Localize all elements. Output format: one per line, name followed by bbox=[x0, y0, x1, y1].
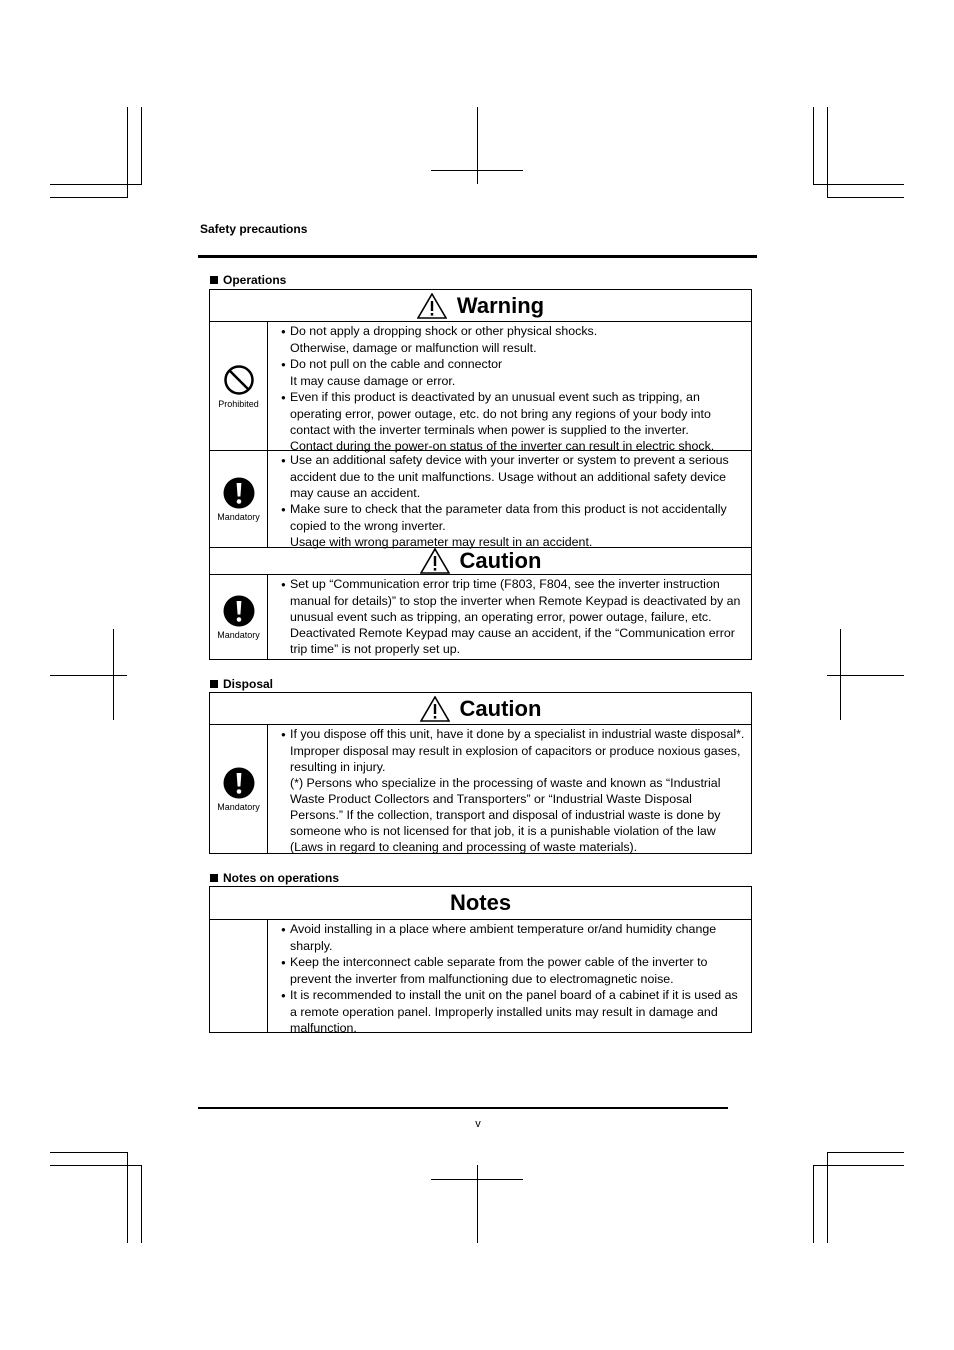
list-item: ● Avoid installing in a place where ambient temperature or/and humidity change sharply. bbox=[281, 921, 745, 954]
notes-row bbox=[210, 920, 751, 1035]
caution-text bbox=[268, 575, 751, 659]
icon-cell bbox=[210, 322, 268, 450]
mandatory-icon bbox=[223, 477, 255, 509]
caution-heading: Caution bbox=[210, 693, 751, 725]
square-bullet-icon bbox=[210, 276, 218, 284]
prohibited-icon bbox=[223, 364, 255, 396]
list-item-continued: Usage with wrong parameter may result in an accident. bbox=[290, 535, 593, 549]
mandatory-icon bbox=[223, 767, 255, 799]
section-label-notes: Notes on operations bbox=[210, 871, 339, 885]
list-item: ● Make sure to check that the parameter data from this product is not accidentally copied to the wrong inverter. bbox=[281, 501, 745, 534]
list-item-continued: (*) Persons who specialize in the processing of waste and known as “Industrial Waste Product Collectors and Transporters” or “Industrial Waste Disposal Persons.” If the collection, transport and disposal of industrial waste is done by someone who is not licensed for that job, it is a punishable violation of the law (Laws in regard to cleaning and processing of waste materials). bbox=[290, 776, 721, 854]
mandatory-icon bbox=[223, 595, 255, 627]
notes-box bbox=[209, 886, 752, 1033]
list-item: ● Do not pull on the cable and connector bbox=[281, 356, 745, 373]
icon-label: Prohibited bbox=[218, 398, 259, 409]
disposal-row-mandatory bbox=[210, 725, 751, 853]
icon-label: Mandatory bbox=[217, 511, 260, 522]
icon-cell bbox=[210, 725, 268, 853]
notes-text bbox=[268, 920, 751, 1035]
list-item: ● Even if this product is deactivated by an unusual event such as tripping, an operating error, power outage, etc. do not bring any regions of your body into contact with the inverter terminals when power is supplied to the inverter. bbox=[281, 389, 745, 438]
operations-safety-box bbox=[209, 289, 752, 660]
section-label-disposal: Disposal bbox=[210, 677, 273, 691]
warning-triangle-icon bbox=[420, 548, 450, 574]
list-item: ● Do not apply a dropping shock or other physical shocks. bbox=[281, 323, 745, 340]
icon-cell-empty bbox=[210, 920, 268, 1032]
list-item: ● Use an additional safety device with your inverter or system to prevent a serious accident due to the unit malfunctions. Usage without an additional safety device may cause an accident. bbox=[281, 452, 745, 501]
page-number: v bbox=[475, 1118, 481, 1130]
notes-heading: Notes bbox=[210, 887, 751, 920]
running-head: Safety precautions bbox=[200, 222, 308, 236]
icon-cell bbox=[210, 451, 268, 547]
header-rule bbox=[198, 255, 757, 258]
section-label-operations: Operations bbox=[210, 273, 286, 287]
caution-row-mandatory bbox=[210, 575, 751, 659]
warning-row-mandatory bbox=[210, 451, 751, 548]
warning-text bbox=[268, 451, 751, 547]
square-bullet-icon bbox=[210, 680, 218, 688]
disposal-safety-box bbox=[209, 692, 752, 854]
list-item: ● It is recommended to install the unit on the panel board of a cabinet if it is used as a remote operation panel. Improperly installed units may result in damage and malfunction. bbox=[281, 987, 745, 1036]
icon-cell bbox=[210, 575, 268, 659]
caution-text bbox=[268, 725, 751, 853]
warning-row-prohibited bbox=[210, 322, 751, 451]
icon-label: Mandatory bbox=[217, 801, 260, 812]
warning-triangle-icon bbox=[420, 696, 450, 722]
caution-heading: Caution bbox=[210, 548, 751, 575]
warning-text bbox=[268, 322, 751, 453]
warning-triangle-icon bbox=[417, 293, 447, 319]
list-item-continued: It may cause damage or error. bbox=[290, 374, 456, 388]
list-item-continued: Otherwise, damage or malfunction will result. bbox=[290, 341, 537, 355]
list-item-continued: Contact during the power-on status of the inverter can result in electric shock. bbox=[290, 439, 715, 453]
list-item: ● Keep the interconnect cable separate from the power cable of the inverter to prevent the inverter from malfunctioning due to electromagnetic noise. bbox=[281, 954, 745, 987]
square-bullet-icon bbox=[210, 874, 218, 882]
list-item: ● If you dispose off this unit, have it done by a specialist in industrial waste disposal*. Improper disposal may result in explosion of capacitors or produce noxious gases, resulting in injury. bbox=[281, 726, 745, 775]
icon-label: Mandatory bbox=[217, 629, 260, 640]
footer-rule bbox=[198, 1107, 728, 1109]
warning-heading: Warning bbox=[210, 290, 751, 322]
list-item: ● Set up “Communication error trip time (F803, F804, see the inverter instruction manual for details)” to stop the inverter when Remote Keypad is deactivated by an unusual event such as tripping, an operating error, power outage, failure, etc. Deactivated Remote Keypad may cause an accident, if the “Communication error trip time” is not properly set up. bbox=[281, 576, 745, 657]
